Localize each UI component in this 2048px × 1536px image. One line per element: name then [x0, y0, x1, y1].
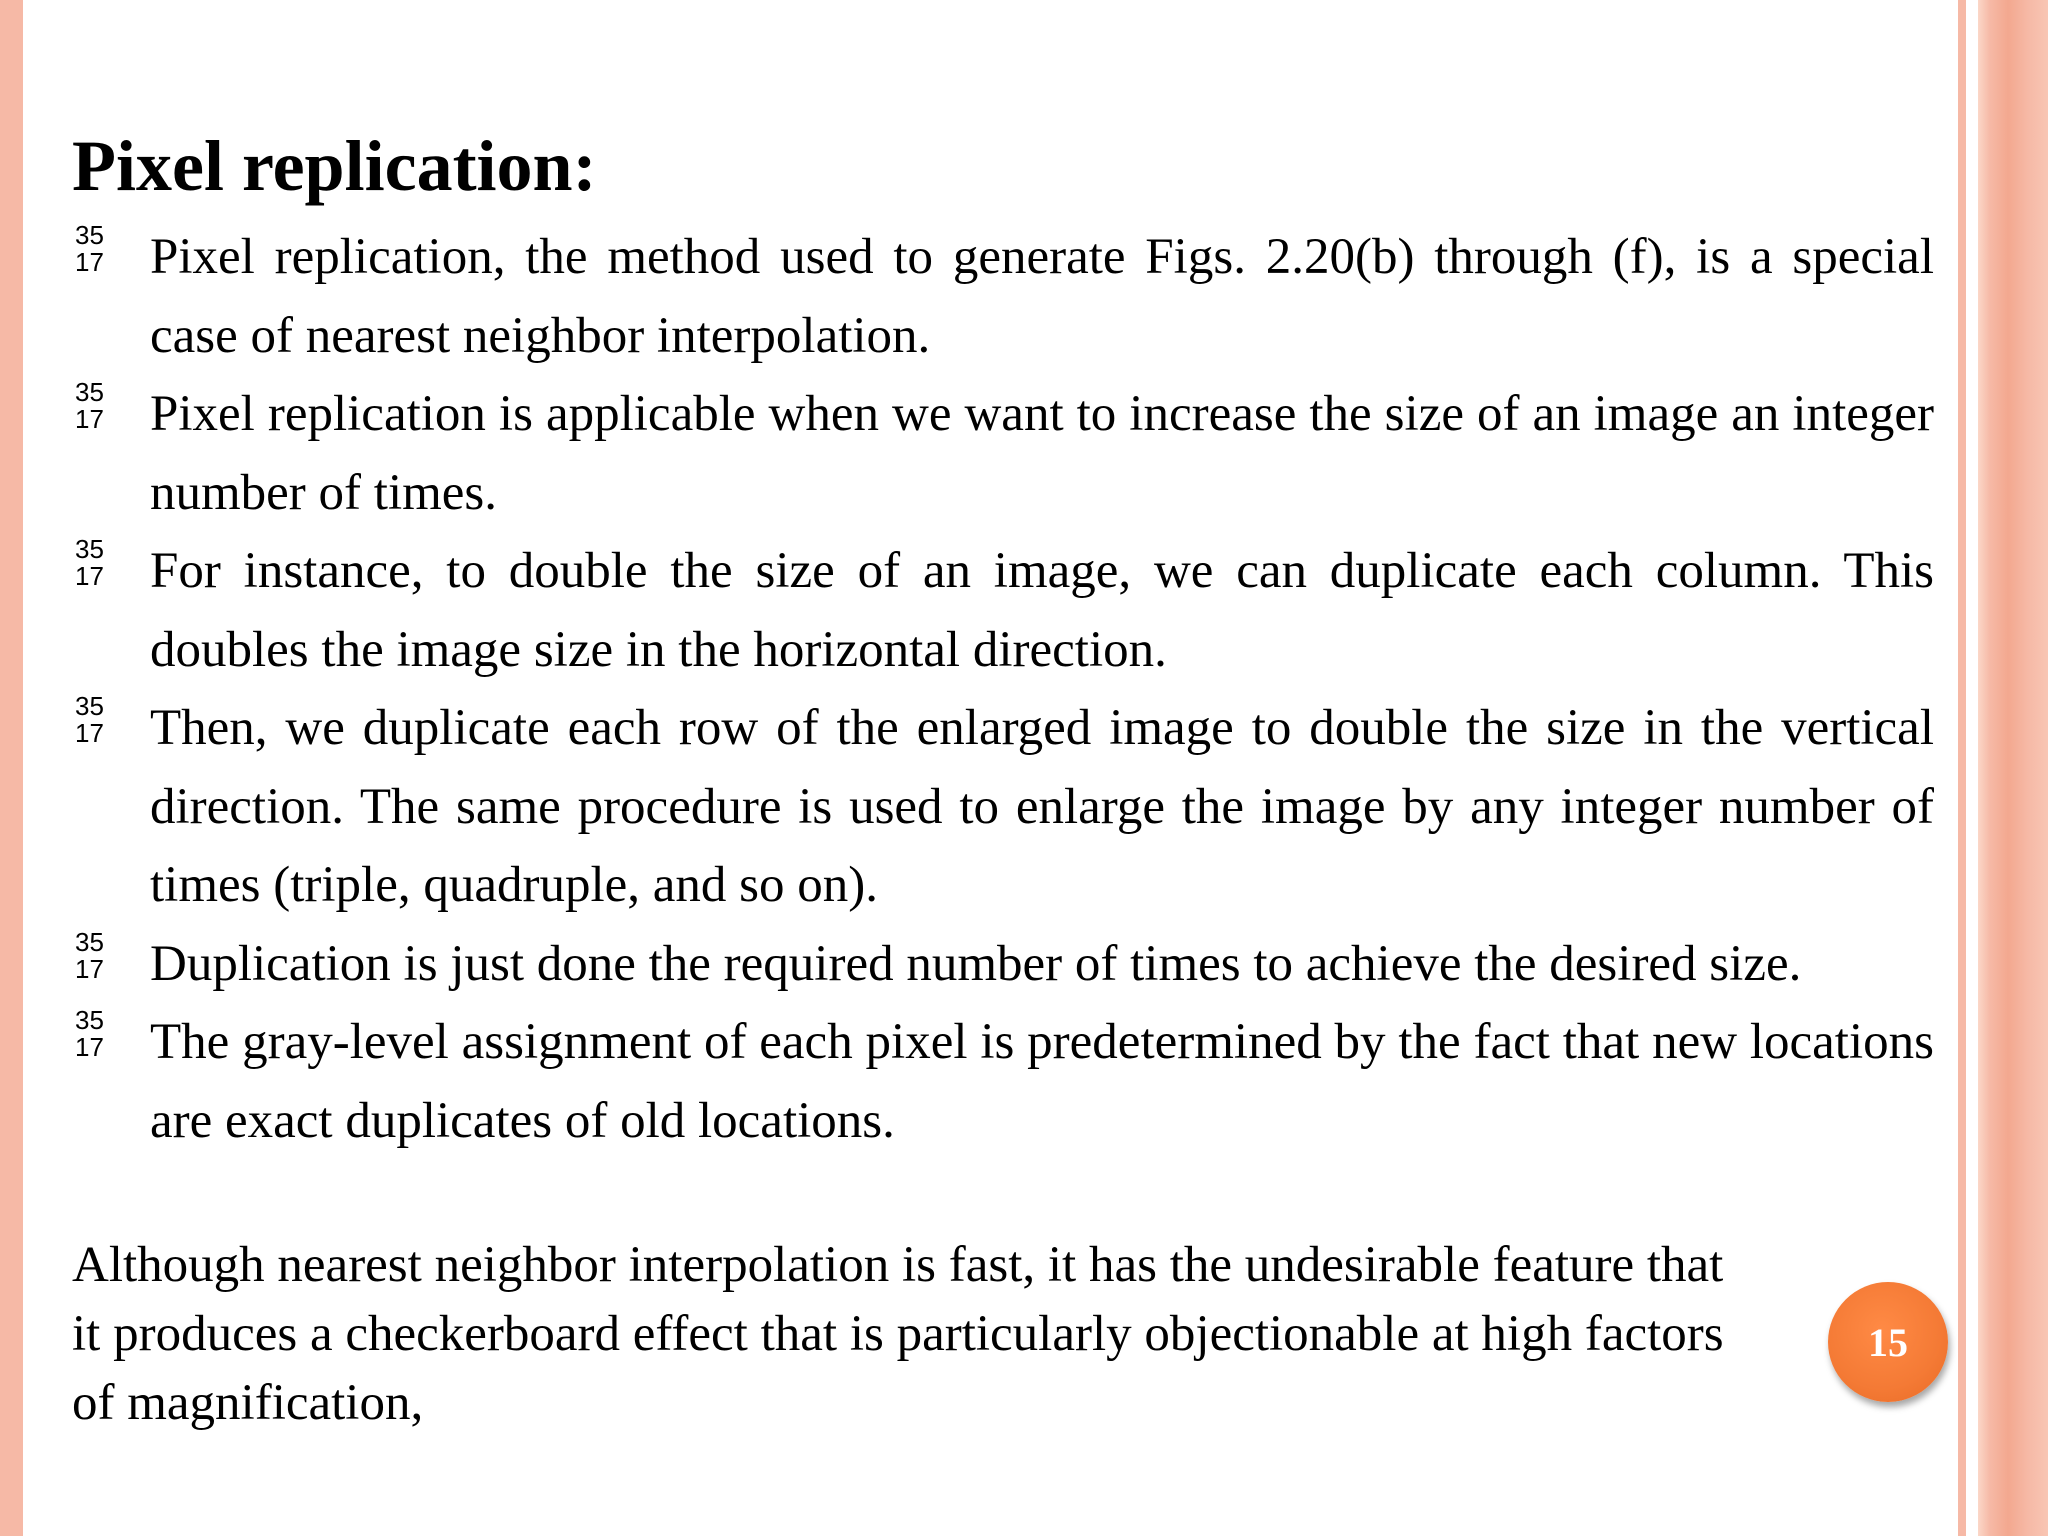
bullet-glyph-icon: 35 17: [75, 926, 104, 984]
bullet-item: [72, 532, 1934, 689]
bullet-text: The gray-level assignment of each pixel is predetermined by the fact that new locations are exact duplicates of old locations.: [150, 1014, 1934, 1149]
bullet-glyph-icon: 35 17: [75, 1005, 104, 1062]
closing-line: Although nearest neighbor interpolation is fast, it has the undesirable feature that: [72, 1237, 1724, 1293]
bullet-glyph-icon: 35 17: [75, 220, 104, 277]
bullet-text: Duplication is just done the required number of times to achieve the desired size.: [150, 935, 1802, 992]
bullet-glyph-icon: 35 17: [75, 377, 104, 434]
right-border-band: [1978, 0, 2048, 1536]
page-number-badge: 15: [1828, 1282, 1948, 1402]
closing-paragraph: [72, 1231, 1952, 1438]
slide-title: Pixel replication:: [72, 126, 597, 206]
bullet-text: Pixel replication is applicable when we want to increase the size of an image an integer number of times.: [150, 386, 1934, 521]
closing-line: it produces a checkerboard effect that is particularly objectionable at high factors: [72, 1306, 1724, 1362]
bullet-item: [72, 689, 1934, 925]
left-border-decoration: [0, 0, 23, 1536]
bullet-text: Then, we duplicate each row of the enlarged image to double the size in the vertical direction. The same procedure is used to enlarge the image by any integer number of times (triple, quadruple, and so on).: [150, 700, 1934, 913]
bullet-list: [72, 218, 1934, 1160]
bullet-text: Pixel replication, the method used to generate Figs. 2.20(b) through (f), is a special case of nearest neighbor interpolation.: [150, 229, 1934, 364]
closing-line: of magnification,: [72, 1375, 424, 1431]
bullet-item: [72, 218, 1934, 375]
bullet-glyph-icon: 35 17: [75, 534, 104, 591]
bullet-item: [72, 1003, 1934, 1160]
bullet-item: [72, 925, 1934, 1004]
bullet-item: [72, 375, 1934, 532]
bullet-text: For instance, to double the size of an image, we can duplicate each column. This doubles the image size in the horizontal direction.: [150, 543, 1934, 678]
right-border-line: [1958, 0, 1966, 1536]
bullet-glyph-icon: 35 17: [75, 691, 104, 748]
